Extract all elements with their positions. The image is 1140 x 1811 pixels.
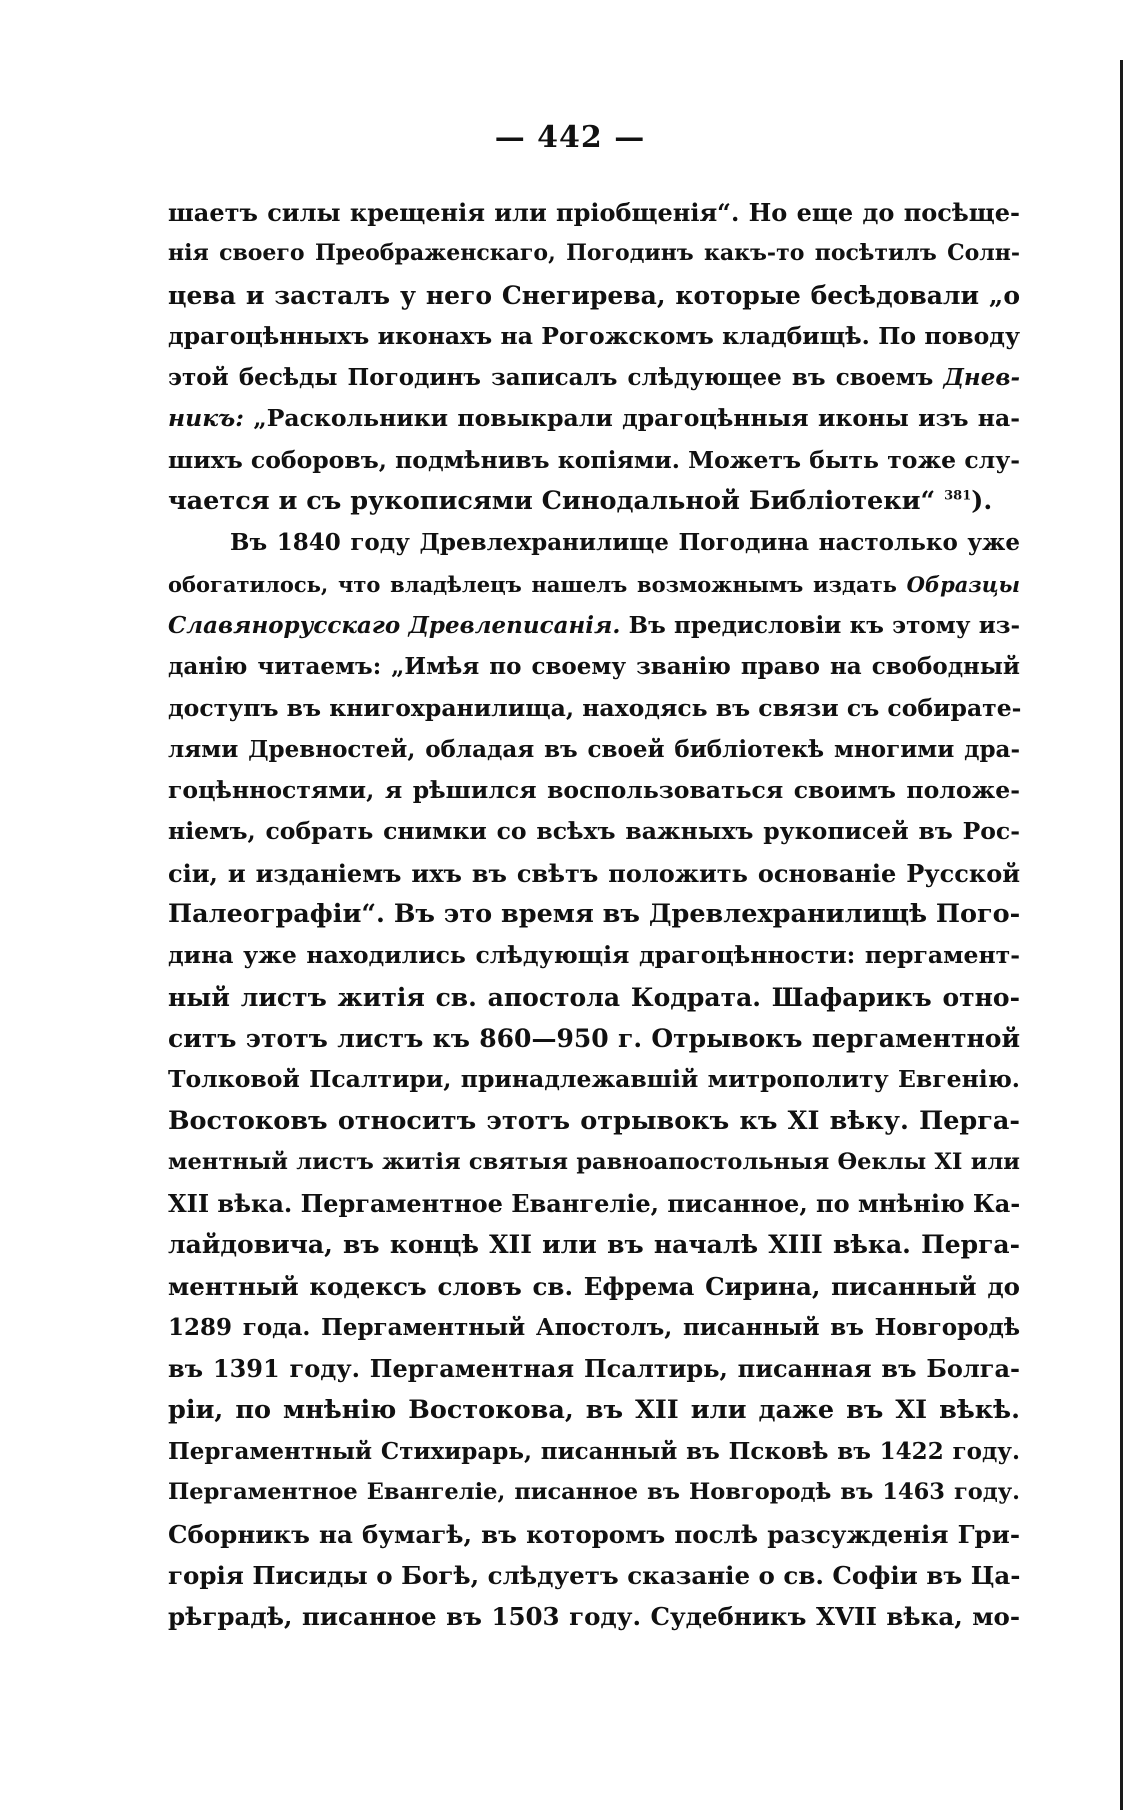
text-line: ніемъ, собрать снимки со всѣхъ важныхъ рукописей въ Рос- bbox=[168, 817, 1020, 846]
text-line: Палеографіи“. Въ это время въ Древлехранилищѣ Пого- bbox=[168, 899, 1021, 930]
text-line-with-italic bbox=[168, 398, 1020, 439]
text-line: ріи, по мнѣнію Востокова, въ XII или даже въ XI вѣкѣ. bbox=[168, 1394, 1020, 1425]
text-line: лями Древностей, обладая въ своей библіотекѣ многими дра- bbox=[168, 735, 1020, 763]
text-line: Пергаментный Стихирарь, писанный въ Псковѣ въ 1422 году. bbox=[168, 1437, 1020, 1465]
text-line: 1289 года. Пергаментный Апостолъ, писанный въ Новгородѣ bbox=[168, 1314, 1020, 1342]
text-segment: ). bbox=[971, 486, 993, 517]
text-line: рѣградѣ, писанное въ 1503 году. Судебникъ XVII вѣка, мо- bbox=[168, 1602, 1020, 1632]
text-segment: чается и съ рукописями Синодальной Библіотеки“ bbox=[168, 486, 936, 517]
footnote-marker: 381 bbox=[944, 488, 972, 504]
text-segment: „Раскольники повыкрали драгоцѣнныя иконы изъ на- bbox=[253, 404, 1020, 433]
text-line: ный листъ житія св. апостола Кодрата. Шафарикъ отно- bbox=[168, 982, 1020, 1012]
text-line: ментный кодексъ словъ св. Ефрема Сирина, писанный до bbox=[168, 1271, 1020, 1301]
italic-title: Славянорусскаго Древлеписанія. bbox=[168, 611, 621, 639]
text-line: шаетъ силы крещенія или пріобщенія“. Но еще до посѣще- bbox=[168, 198, 1020, 227]
italic-title: Образцы bbox=[906, 571, 1021, 597]
text-line: гоцѣнностями, я рѣшился воспользоваться своимъ положе- bbox=[168, 776, 1020, 805]
italic-title: никъ: bbox=[168, 404, 244, 433]
text-line: Въ 1840 году Древлехранилище Погодина настолько уже bbox=[230, 529, 1020, 557]
text-line: ситъ этотъ листъ къ 860—950 г. Отрывокъ пергаментной bbox=[168, 1023, 1020, 1053]
text-line: драгоцѣнныхъ иконахъ на Рогожскомъ кладбищѣ. По поводу bbox=[168, 321, 1020, 350]
page-edge-rule bbox=[1120, 60, 1123, 1810]
text-line: цева и засталъ у него Снегирева, которые бесѣдовали „о bbox=[168, 280, 1020, 310]
text-line: Востоковъ относитъ этотъ отрывокъ къ XI вѣку. Перга- bbox=[168, 1105, 1020, 1136]
text-line: лайдовича, въ концѣ XII или въ началѣ XIII вѣка. Перга- bbox=[168, 1230, 1020, 1260]
page-number: — 442 — bbox=[494, 120, 646, 155]
text-line: въ 1391 году. Пергаментная Псалтирь, писанная въ Болга- bbox=[168, 1354, 1020, 1384]
text-line: сіи, и изданіемъ ихъ въ свѣтъ положить основаніе Русской bbox=[168, 858, 1020, 888]
text-line: данію читаемъ: „Имѣя по своему званію право на свободный bbox=[168, 653, 1020, 681]
text-line: шихъ соборовъ, подмѣнивъ копіями. Можетъ быть тоже слу- bbox=[168, 445, 1020, 474]
text-line: дина уже находились слѣдующія драгоцѣнности: пергамент- bbox=[168, 941, 1020, 970]
text-line: горія Писиды о Богѣ, слѣдуетъ сказаніе о св. Софіи въ Ца- bbox=[168, 1560, 1021, 1590]
text-line-with-italic bbox=[168, 605, 1020, 646]
text-line: доступъ въ книгохранилища, находясь въ связи съ собирате- bbox=[168, 693, 1022, 722]
body-text bbox=[168, 192, 1020, 1637]
text-line-with-footnote bbox=[168, 481, 1020, 522]
text-segment: Въ предисловіи къ этому из- bbox=[628, 611, 1020, 639]
text-line: Толковой Псалтири, принадлежавшій митрополиту Евгенію. bbox=[168, 1065, 1020, 1094]
text-segment: обогатилось, что владѣлецъ нашелъ возможнымъ издать bbox=[168, 571, 897, 597]
text-line: нія своего Преображенскаго, Погодинъ какъ-то посѣтилъ Солн- bbox=[168, 240, 1020, 267]
text-segment: этой бесѣды Погодинъ записалъ слѣдующее въ своемъ bbox=[168, 364, 934, 392]
text-line-with-italic bbox=[168, 357, 1020, 398]
italic-title: Днев- bbox=[943, 364, 1020, 392]
text-line: ментный листъ житія святыя равноапостольныя Ѳеклы XI или bbox=[168, 1148, 1020, 1175]
text-line: Пергаментное Евангеліе, писанное въ Новгородѣ въ 1463 году. bbox=[168, 1479, 1020, 1506]
text-line-with-italic bbox=[168, 564, 1020, 605]
text-line: Сборникъ на бумагѣ, въ которомъ послѣ разсужденія Гри- bbox=[168, 1519, 1020, 1549]
text-line: XII вѣка. Пергаментное Евангеліе, писанное, по мнѣнію Ка- bbox=[168, 1189, 1021, 1219]
